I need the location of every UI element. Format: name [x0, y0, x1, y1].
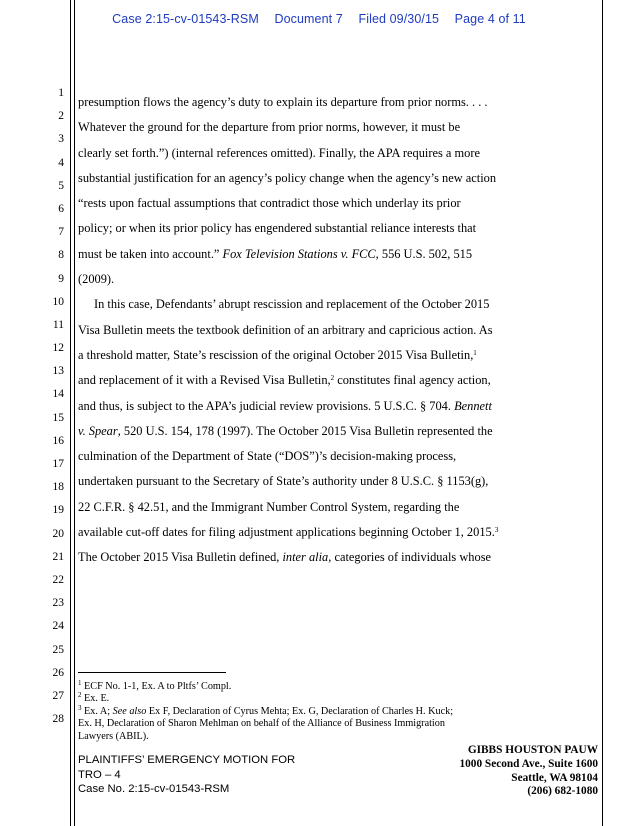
line-number: 18	[52, 481, 64, 494]
line-number: 16	[52, 434, 64, 447]
header-case-number: Case 2:15-cv-01543-RSM	[112, 12, 259, 26]
line-number: 2	[58, 110, 64, 123]
footnote-1	[78, 681, 598, 693]
body-text-span: Whatever the ground for the departure from prior norms, however, it must be	[78, 120, 461, 135]
body-line	[78, 141, 598, 166]
body-line	[78, 495, 598, 520]
header-document-number: Document 7	[274, 12, 343, 26]
footnote-3	[78, 703, 598, 718]
right-margin-rule	[602, 0, 603, 826]
firm-address-line: 1000 Second Ave., Suite 1600	[459, 757, 598, 770]
footnote-text: Ex. A;	[81, 705, 113, 717]
line-number: 28	[52, 713, 64, 726]
case-citation: Fox Television Stations v. FCC	[222, 246, 376, 261]
line-number: 20	[52, 527, 64, 540]
body-text-span: undertaken pursuant to the Secretary of State’s authority under 8 U.S.C. § 1153(g),	[78, 474, 489, 489]
body-text-span: available cut-off dates for filing adjustment applications beginning October 1, 2015.	[78, 525, 495, 540]
footnote-number: 1	[78, 679, 82, 687]
body-text-span: policy; or when its prior policy has engendered substantial reliance interests that	[78, 221, 477, 236]
body-line	[78, 318, 598, 343]
body-text-span: substantial justification for an agency’s policy change when the agency’s new action	[78, 170, 497, 185]
footer-motion-title: PLAINTIFFS’ EMERGENCY MOTION FOR	[78, 754, 296, 766]
footer-page-label: TRO – 4	[78, 768, 121, 781]
header-page-count: Page 4 of 11	[454, 12, 526, 26]
line-number: 21	[52, 550, 64, 563]
footnote-text: ECF No. 1-1, Ex. A to Pltfs’ Compl.	[81, 681, 232, 692]
body-line	[78, 191, 598, 216]
footnote-number: 3	[78, 703, 82, 712]
body-text-span: culmination of the Department of State (“DOS”)’s decision-making process,	[78, 449, 457, 464]
line-number: 25	[52, 643, 64, 656]
body-text-span: must be taken into account.”	[78, 246, 223, 261]
body-text-span: and replacement of it with a Revised Visa Bulletin,	[78, 373, 331, 388]
line-number: 15	[52, 411, 64, 424]
line-number: 1	[58, 87, 64, 99]
body-line	[78, 520, 598, 545]
body-text-span: presumption flows the agency’s duty to explain its departure from prior norms. . . .	[78, 95, 488, 109]
body-text-span: The October 2015 Visa Bulletin defined,	[78, 550, 283, 565]
footnote-ref: 2	[330, 374, 335, 383]
line-number: 11	[52, 318, 64, 331]
ecf-header	[0, 12, 638, 26]
body-text-span: Visa Bulletin meets the textbook definition of an arbitrary and capricious action. As	[78, 322, 493, 337]
body-line	[78, 419, 598, 444]
body-text-span: and thus, is subject to the APA’s judicial review provisions. 5 U.S.C. § 704.	[78, 398, 455, 413]
line-number: 6	[58, 202, 64, 215]
footnote-separator	[78, 672, 226, 673]
firm-block	[460, 744, 599, 799]
body-text-span: In this case, Defendants’ abrupt rescission and replacement of the October 2015	[94, 297, 490, 312]
line-number: 8	[58, 249, 64, 262]
footnote-ref: 1	[473, 348, 477, 357]
body-line	[78, 292, 598, 317]
line-number: 14	[52, 388, 64, 401]
body-line	[78, 368, 598, 393]
body-line	[78, 242, 598, 267]
body-text-span: constitutes final agency action,	[334, 373, 491, 388]
line-number: 27	[52, 689, 64, 702]
header-filed-date: Filed 09/30/15	[358, 12, 440, 26]
footer-case-number: Case No. 2:15-cv-01543-RSM	[78, 783, 230, 795]
body-line	[78, 166, 598, 191]
body-line	[78, 216, 598, 241]
firm-name: GIBBS HOUSTON PAUW	[467, 744, 598, 756]
footer-caption	[78, 753, 295, 797]
body-text-span: “rests upon factual assumptions that contradict those which underlay its prior	[78, 196, 461, 211]
body-text-span: , 556 U.S. 502, 515	[375, 246, 473, 261]
footnote-text: Ex. H, Declaration of Sharon Mehlman on behalf of the Alliance of Business Immigration	[78, 718, 445, 730]
footnote-3-cont	[78, 718, 598, 730]
body-text-span: (2009).	[78, 272, 115, 287]
line-number: 7	[58, 226, 64, 239]
body-line	[78, 343, 598, 368]
case-citation: v. Spear	[78, 423, 118, 438]
firm-address-line: Seattle, WA 98104	[511, 771, 598, 784]
line-number: 5	[58, 179, 64, 192]
line-number: 17	[52, 458, 64, 470]
body-line	[78, 444, 598, 469]
pleading-line-numbers	[40, 82, 64, 731]
footnote-3-cont	[78, 731, 598, 743]
body-text-span: , categories of individuals whose	[328, 550, 492, 565]
line-number: 26	[52, 666, 64, 679]
line-number: 10	[52, 295, 64, 308]
footnotes	[78, 681, 598, 743]
line-number: 4	[58, 156, 64, 169]
body-line	[78, 545, 598, 570]
footnote-text: Ex. E.	[81, 693, 110, 705]
line-number: 19	[52, 504, 64, 517]
line-number: 13	[52, 365, 64, 378]
line-number: 9	[58, 272, 64, 285]
body-line	[78, 267, 598, 292]
firm-phone: (206) 682-1080	[527, 785, 598, 798]
line-number: 23	[52, 597, 64, 610]
body-line	[78, 90, 598, 115]
footnote-number: 2	[78, 691, 82, 700]
line-number: 24	[52, 620, 64, 633]
body-text-span: 22 C.F.R. § 42.51, and the Immigrant Number Control System, regarding the	[78, 499, 460, 514]
line-number: 12	[52, 342, 64, 355]
case-citation: Bennett	[454, 398, 492, 413]
body-text	[78, 90, 598, 571]
footnote-ref: 3	[494, 526, 499, 535]
body-line	[78, 115, 598, 140]
footnote-signal: See also	[112, 705, 147, 717]
body-text-span: a threshold matter, State’s rescission of the original October 2015 Visa Bulletin,	[78, 347, 474, 362]
line-number: 3	[58, 133, 64, 146]
body-text-span: , 520 U.S. 154, 178 (1997). The October 2015 Visa Bulletin represented the	[117, 423, 493, 438]
body-line	[78, 469, 598, 494]
body-line	[78, 394, 598, 419]
footnote-2	[78, 693, 598, 705]
body-text-span: clearly set forth.”) (internal references omitted). Finally, the APA requires a more	[78, 145, 480, 160]
footnote-text: Lawyers (ABIL).	[78, 730, 149, 742]
footnote-text: Ex F, Declaration of Cyrus Mehta; Ex. G, Declaration of Charles H. Kuck;	[146, 705, 454, 717]
latin-phrase: inter alia	[282, 550, 329, 565]
left-margin-rule	[70, 0, 71, 826]
left-margin-rule-inner	[74, 0, 75, 826]
line-number: 22	[52, 573, 64, 586]
